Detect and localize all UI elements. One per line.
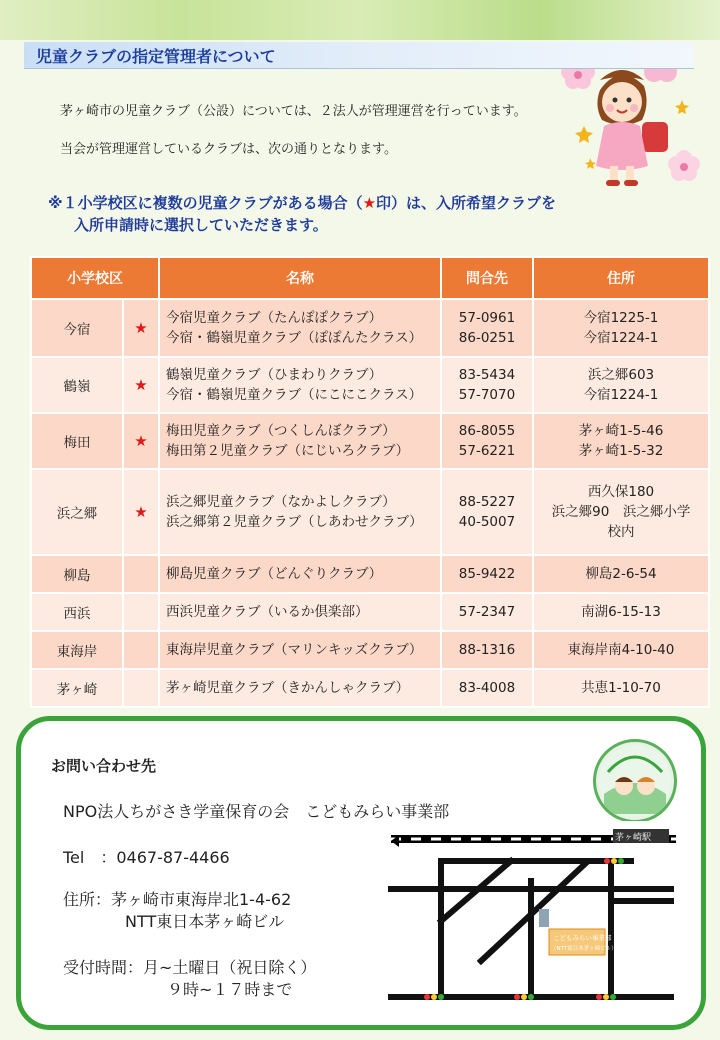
col-header-address: 住所 bbox=[533, 257, 709, 299]
intro-text-1: 茅ヶ崎市の児童クラブ（公設）については、２法人が管理運営を行っています。 bbox=[60, 104, 527, 119]
cell-address-line: 柳島2-6-54 bbox=[585, 566, 657, 582]
note-text-line2: 入所申請時に選択していただきます。 bbox=[74, 216, 328, 234]
star-icon bbox=[123, 555, 159, 593]
star-icon: ★ bbox=[123, 357, 159, 413]
cell-club-name-line: 梅田第２児童クラブ（にじいろクラブ） bbox=[166, 443, 410, 459]
cell-address-line: 西久保180 bbox=[587, 484, 655, 500]
cell-phone-line: 83-4008 bbox=[458, 680, 516, 696]
cell-address bbox=[533, 555, 709, 593]
cell-club-name-line: 梅田児童クラブ（つくしんぼクラブ） bbox=[166, 423, 396, 439]
access-map bbox=[371, 821, 681, 1007]
cell-club-name-line: 浜之郷第２児童クラブ（しあわせクラブ） bbox=[166, 514, 423, 530]
cell-address bbox=[533, 469, 709, 555]
cell-club-name bbox=[159, 469, 441, 555]
cell-phone-line: 57-2347 bbox=[458, 604, 516, 620]
cell-school: 西浜 bbox=[31, 593, 123, 631]
contact-org: NPO法人ちがさき学童保育の会 こどもみらい事業部 bbox=[63, 802, 450, 821]
table-row bbox=[31, 593, 709, 631]
cell-phone bbox=[441, 631, 533, 669]
cell-address-line: 茅ヶ崎1-5-46 bbox=[578, 423, 664, 439]
cell-club-name-line: 鶴嶺児童クラブ（ひまわりクラブ） bbox=[166, 367, 383, 383]
cell-club-name-line: 柳島児童クラブ（どんぐりクラブ） bbox=[166, 566, 383, 582]
cell-address-line: 東海岸南4-10-40 bbox=[567, 642, 675, 658]
note-text-post: 印）は、入所希望クラブを bbox=[376, 194, 557, 212]
intro-text-2: 当会が管理運営しているクラブは、次の通りとなります。 bbox=[60, 142, 397, 157]
cell-phone-line: 88-1316 bbox=[458, 642, 516, 658]
cell-school: 今宿 bbox=[31, 299, 123, 357]
cell-phone bbox=[441, 413, 533, 469]
cell-club-name bbox=[159, 357, 441, 413]
star-icon bbox=[123, 631, 159, 669]
cell-school: 東海岸 bbox=[31, 631, 123, 669]
cell-club-name bbox=[159, 413, 441, 469]
cell-phone-line: 57-0961 bbox=[458, 310, 516, 326]
contact-hours-2: ９時~１７時まで bbox=[167, 980, 293, 999]
cell-phone bbox=[441, 469, 533, 555]
table-row bbox=[31, 357, 709, 413]
cell-club-name bbox=[159, 555, 441, 593]
cell-address bbox=[533, 631, 709, 669]
table-row bbox=[31, 299, 709, 357]
cell-club-name-line: 西浜児童クラブ（いるか倶楽部） bbox=[166, 604, 369, 620]
map-office-label-2: （NTT東日本茅ヶ崎ビル） bbox=[551, 946, 617, 952]
club-table bbox=[30, 256, 710, 708]
col-header-phone: 問合先 bbox=[441, 257, 533, 299]
cell-phone-line: 88-5227 bbox=[458, 494, 516, 510]
star-icon bbox=[123, 593, 159, 631]
cell-club-name bbox=[159, 669, 441, 707]
sakura-flower-icon bbox=[668, 150, 700, 181]
star-icon: ★ bbox=[362, 194, 377, 212]
col-header-name: 名称 bbox=[159, 257, 441, 299]
cell-club-name-line: 東海岸児童クラブ（マリンキッズクラブ） bbox=[166, 642, 423, 658]
cell-club-name bbox=[159, 631, 441, 669]
cell-phone-line: 57-7070 bbox=[458, 387, 516, 403]
cell-address-line: 今宿1224-1 bbox=[583, 330, 659, 346]
contact-hours-1: 受付時間：月~土曜日（祝日除く） bbox=[63, 958, 317, 977]
cell-club-name bbox=[159, 299, 441, 357]
cell-phone bbox=[441, 669, 533, 707]
cell-club-name-line: 今宿・鶴嶺児童クラブ（にこにこクラス） bbox=[166, 387, 423, 403]
cell-address-line: 茅ヶ崎1-5-32 bbox=[578, 443, 664, 459]
cell-phone bbox=[441, 357, 533, 413]
star-icon bbox=[123, 669, 159, 707]
cell-address-line: 今宿1225-1 bbox=[583, 310, 659, 326]
page-title: 児童クラブの指定管理者について bbox=[36, 47, 276, 66]
cell-phone-line: 86-8055 bbox=[458, 423, 516, 439]
table-header-row bbox=[31, 257, 709, 299]
cell-address bbox=[533, 413, 709, 469]
section-title-bar bbox=[24, 42, 694, 69]
note-text-pre: ※１小学校区に複数の児童クラブがある場合（ bbox=[48, 194, 363, 212]
map-office-label-1: こどもみらい事業部 bbox=[553, 934, 612, 942]
cell-address-line: 校内 bbox=[607, 524, 635, 540]
star-icon: ★ bbox=[123, 413, 159, 469]
cell-address bbox=[533, 593, 709, 631]
cell-school: 梅田 bbox=[31, 413, 123, 469]
cell-club-name-line: 今宿・鶴嶺児童クラブ（ぽぽんたクラス） bbox=[166, 330, 423, 346]
cell-club-name-line: 今宿児童クラブ（たんぽぽクラブ） bbox=[166, 310, 383, 326]
cell-club-name bbox=[159, 593, 441, 631]
cell-club-name-line: 茅ヶ崎児童クラブ（きかんしゃクラブ） bbox=[166, 680, 410, 696]
cell-address bbox=[533, 357, 709, 413]
cell-phone-line: 40-5007 bbox=[458, 514, 516, 530]
cell-phone bbox=[441, 299, 533, 357]
star-icon: ★ bbox=[123, 299, 159, 357]
cell-address-line: 共恵1-10-70 bbox=[581, 680, 661, 696]
star-icon: ★ bbox=[123, 469, 159, 555]
cell-phone-line: 85-9422 bbox=[458, 566, 516, 582]
cell-phone bbox=[441, 555, 533, 593]
table-row bbox=[31, 555, 709, 593]
col-header-school: 小学校区 bbox=[31, 257, 159, 299]
cell-address-line: 南湖6-15-13 bbox=[581, 604, 661, 620]
table-row bbox=[31, 669, 709, 707]
cell-address-line: 今宿1224-1 bbox=[583, 387, 659, 403]
cell-address-line: 浜之郷90 浜之郷小学 bbox=[551, 504, 691, 520]
cell-school: 鶴嶺 bbox=[31, 357, 123, 413]
cell-address-line: 浜之郷603 bbox=[587, 367, 655, 383]
cell-phone-line: 86-0251 bbox=[458, 330, 516, 346]
cell-club-name-line: 浜之郷児童クラブ（なかよしクラブ） bbox=[166, 494, 396, 510]
selection-note bbox=[48, 192, 556, 236]
contact-heading: お問い合わせ先 bbox=[51, 757, 157, 775]
cell-school: 浜之郷 bbox=[31, 469, 123, 555]
cell-address bbox=[533, 299, 709, 357]
contact-tel[interactable]: Tel ：0467-87-4466 bbox=[63, 848, 230, 867]
table-row bbox=[31, 631, 709, 669]
cell-school: 茅ヶ崎 bbox=[31, 669, 123, 707]
table-row bbox=[31, 413, 709, 469]
cell-phone-line: 83-5434 bbox=[458, 367, 516, 383]
cell-phone-line: 57-6221 bbox=[458, 443, 516, 459]
cell-phone bbox=[441, 593, 533, 631]
table-row bbox=[31, 469, 709, 555]
map-station-label: 茅ヶ崎駅 bbox=[615, 833, 652, 843]
contact-box bbox=[16, 716, 706, 1030]
contact-address-1: 住所：茅ヶ崎市東海岸北1-4-62 bbox=[63, 890, 292, 909]
cell-school: 柳島 bbox=[31, 555, 123, 593]
contact-address-2: NTT東日本茅ヶ崎ビル bbox=[125, 912, 285, 931]
org-logo-icon bbox=[593, 739, 677, 823]
cell-address bbox=[533, 669, 709, 707]
